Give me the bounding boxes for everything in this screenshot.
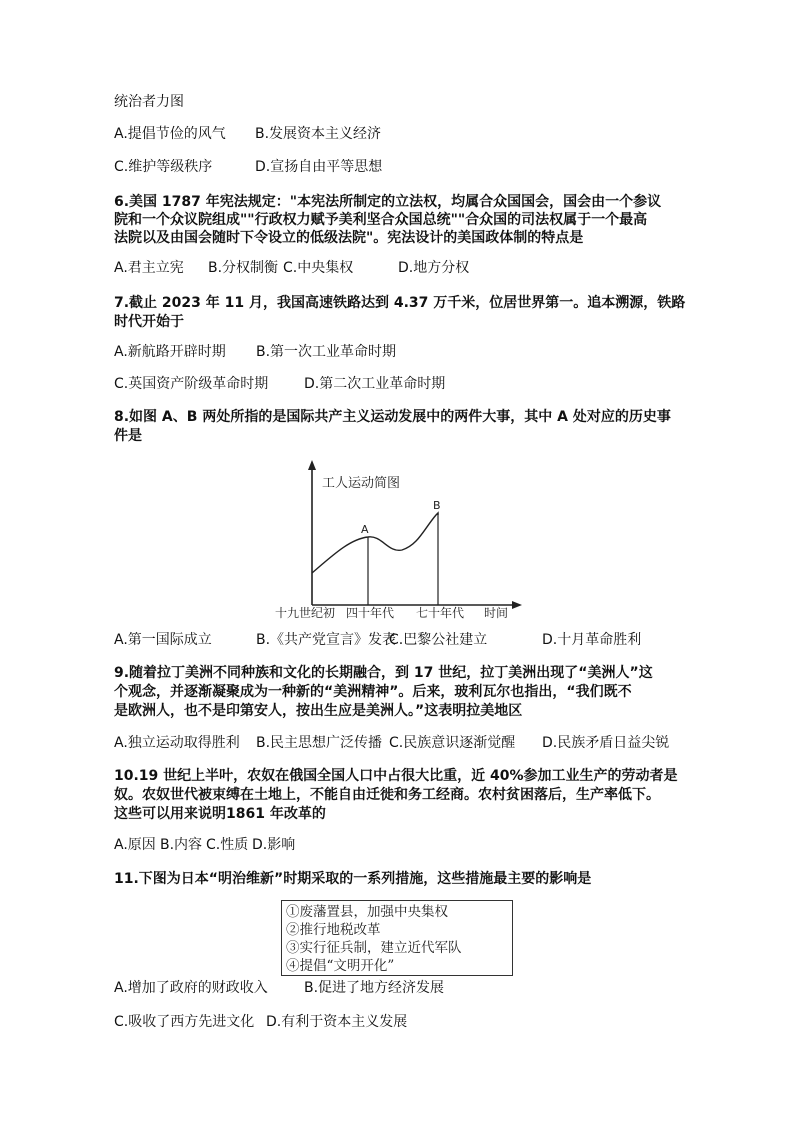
q5-option-d: D.宣扬自由平等思想 (255, 159, 383, 175)
q9-option-a: A.独立运动取得胜利 (114, 735, 240, 751)
q9-stem-line-1: 9.随着拉丁美洲不同种族和文化的长期融合，到 17 世纪，拉丁美洲出现了“美洲人”这 (114, 665, 653, 681)
q8-option-b: B.《共产党宣言》发表 (256, 632, 397, 648)
q6-option-a: A.君主立宪 (114, 260, 184, 276)
q8-stem-line-1: 8.如图 A、B 两处所指的是国际共产主义运动发展中的两件大事，其中 A 处对应的历史事 (114, 409, 671, 425)
q7-option-d: D.第二次工业革命时期 (304, 376, 446, 392)
meiji-measure-4: ④提倡“文明开化” (286, 958, 395, 974)
q7-stem-line-2: 时代开始于 (114, 314, 184, 330)
meiji-measures-box (281, 900, 513, 976)
chart-x-tick-2: 四十年代 (346, 606, 395, 620)
q8-stem-line-2: 件是 (114, 428, 142, 444)
q7-stem-line-1: 7.截止 2023 年 11 月，我国高速铁路达到 4.37 万千米，位居世界第一。追本溯源，铁路 (114, 295, 686, 311)
q11-option-b: B.促进了地方经济发展 (304, 980, 445, 996)
q10-option-d: D.影响 (252, 837, 296, 853)
q7-option-b: B.第一次工业革命时期 (256, 344, 397, 360)
chart-point-a-label: A (361, 523, 369, 536)
chart-y-axis-arrow (308, 460, 316, 470)
meiji-measure-2: ②推行地税改革 (286, 922, 381, 938)
q9-stem-line-2: 个观念，并逐渐凝聚成为一种新的“美洲精神”。后来，玻利瓦尔也指出，“我们既不 (114, 684, 632, 700)
q6-option-c: C.中央集权 (283, 260, 354, 276)
chart-x-tick-1: 十九世纪初 (275, 606, 336, 620)
q10-option-a: A.原因 (114, 837, 156, 853)
q8-option-d: D.十月革命胜利 (542, 632, 642, 648)
q6-stem-line-2: 院和一个众议院组成""行政权力赋予美利坚合众国总统""合众国的司法权属于一个最高 (114, 212, 648, 228)
meiji-measure-3: ③实行征兵制，建立近代军队 (286, 940, 462, 956)
q8-option-a: A.第一国际成立 (114, 632, 212, 648)
q6-option-b: B.分权制衡 (208, 260, 279, 276)
meiji-measure-1: ①废藩置县，加强中央集权 (286, 904, 448, 920)
q10-stem-line-1: 10.19 世纪上半叶，农奴在俄国全国人口中占很大比重，近 40%参加工业生产的劳动者是 (114, 768, 678, 784)
chart-x-axis-arrow (512, 601, 522, 609)
chart-x-tick-3: 七十年代 (416, 606, 465, 620)
q6-option-d: D.地方分权 (398, 260, 470, 276)
chart-point-b-label: B (433, 499, 441, 512)
workers-movement-chart (258, 455, 536, 625)
q5-option-b: B.发展资本主义经济 (255, 126, 382, 142)
chart-curve (312, 513, 438, 573)
q10-stem-line-3: 这些可以用来说明1861 年改革的 (114, 806, 326, 822)
q11-option-a: A.增加了政府的财政收入 (114, 980, 268, 996)
q6-stem-line-3: 法院以及由国会随时下令设立的低级法院"。宪法设计的美国政体制的特点是 (114, 230, 584, 246)
q5-option-c: C.维护等级秩序 (114, 159, 213, 175)
q9-option-c: C.民族意识逐渐觉醒 (389, 735, 516, 751)
question-5-stem-tail: 统治者力图 (114, 94, 184, 110)
q10-stem-line-2: 奴。农奴世代被束缚在土地上，不能自由迁徙和务工经商。农村贫困落后，生产率低下。 (114, 787, 660, 803)
q10-option-b: B.内容 (160, 837, 203, 853)
q11-stem: 11.下图为日本“明治维新”时期采取的一系列措施，这些措施最主要的影响是 (114, 871, 592, 887)
chart-title: 工人运动简图 (322, 476, 401, 491)
chart-x-axis-label: 时间 (484, 606, 509, 620)
q9-option-b: B.民主思想广泛传播 (256, 735, 383, 751)
q11-option-d: D.有利于资本主义发展 (266, 1014, 408, 1030)
q7-option-a: A.新航路开辟时期 (114, 344, 226, 360)
q10-option-c: C.性质 (206, 837, 249, 853)
q5-option-a: A.提倡节俭的风气 (114, 126, 226, 142)
q11-option-c: C.吸收了西方先进文化 (114, 1014, 255, 1030)
q9-option-d: D.民族矛盾日益尖锐 (542, 735, 670, 751)
q8-option-c: C.巴黎公社建立 (389, 632, 488, 648)
q9-stem-line-3: 是欧洲人，也不是印第安人，按出生应是美洲人。”这表明拉美地区 (114, 703, 523, 719)
q6-stem-line-1: 6.美国 1787 年宪法规定："本宪法所制定的立法权，均属合众国国会，国会由一个参议 (114, 194, 662, 210)
q7-option-c: C.英国资产阶级革命时期 (114, 376, 269, 392)
